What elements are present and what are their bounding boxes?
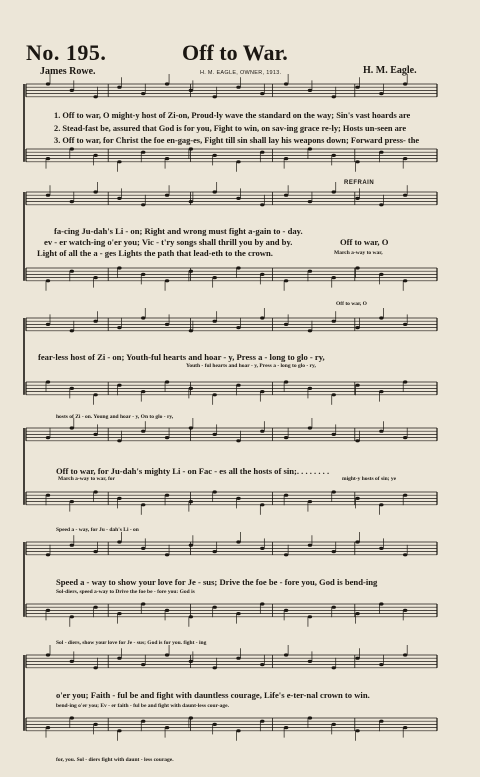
note-head <box>379 430 383 433</box>
note-head <box>236 540 240 543</box>
note-head <box>141 203 145 206</box>
note-head <box>70 426 74 429</box>
note-head <box>46 553 50 556</box>
note-head <box>212 276 216 279</box>
note-head <box>355 439 359 442</box>
note-head <box>284 82 288 85</box>
system5-echo-bass: Sol - diers, show your love for Je - sus; God is for you. fight - ing <box>56 640 207 646</box>
note-head <box>308 426 312 429</box>
note-head <box>165 157 169 160</box>
note-head <box>403 553 407 556</box>
note-head <box>93 606 97 609</box>
system4-lyric: Off to war, for Ju-dah's mighty Li - on Fac - es all the hosts of sin;. . . . . . . . <box>56 466 330 476</box>
system6-lyric: o'er you; Faith - ful be and fight with dauntless courage, Life's e-ter-nal crown to win. <box>56 690 370 700</box>
note-head <box>93 276 97 279</box>
note-head <box>332 393 336 396</box>
note-head <box>117 86 121 89</box>
note-head <box>141 390 145 393</box>
note-head <box>93 320 97 323</box>
note-head <box>403 82 407 85</box>
note-head <box>46 323 50 326</box>
note-head <box>236 160 240 163</box>
note-head <box>236 497 240 500</box>
note-head <box>355 729 359 732</box>
note-head <box>46 726 50 729</box>
note-head <box>70 200 74 203</box>
note-head <box>46 494 50 497</box>
note-head <box>332 95 336 98</box>
note-head <box>189 387 193 390</box>
note-head <box>284 436 288 439</box>
note-head <box>236 384 240 387</box>
note-head <box>141 547 145 550</box>
note-head <box>308 716 312 719</box>
note-head <box>165 323 169 326</box>
note-head <box>403 436 407 439</box>
note-head <box>332 490 336 493</box>
verse-3: 3. Off to war, for Christ the foe en-gag-es, Fight till sin shall lay his weapons down; Forward press- the <box>54 136 420 145</box>
system5-echo-top: Sol-diers, speed a-way to Drive the foe be - fore you: God is <box>56 589 195 595</box>
lyricist-credit: James Rowe. <box>40 66 96 77</box>
note-head <box>117 197 121 200</box>
note-head <box>403 194 407 197</box>
note-head <box>355 326 359 329</box>
note-head <box>141 503 145 506</box>
refrain-label: REFRAIN <box>344 180 375 186</box>
system3-echo-top: Youth - ful hearts and hoar - y, Press a - long to glo - ry, <box>186 363 316 369</box>
note-head <box>332 550 336 553</box>
note-head <box>308 500 312 503</box>
note-head <box>141 663 145 666</box>
note-head <box>308 200 312 203</box>
note-head <box>70 270 74 273</box>
note-head <box>117 326 121 329</box>
note-head <box>93 666 97 669</box>
note-head <box>332 723 336 726</box>
note-head <box>165 726 169 729</box>
note-head <box>332 320 336 323</box>
note-head <box>284 323 288 326</box>
note-head <box>355 540 359 543</box>
note-head <box>308 660 312 663</box>
note-head <box>212 550 216 553</box>
note-head <box>379 503 383 506</box>
note-head <box>260 203 264 206</box>
hymn-title: Off to War. <box>182 40 288 65</box>
note-head <box>308 544 312 547</box>
note-head <box>284 157 288 160</box>
note-head <box>355 86 359 89</box>
note-head <box>260 273 264 276</box>
note-head <box>93 723 97 726</box>
note-head <box>141 602 145 605</box>
note-head <box>165 279 169 282</box>
note-head <box>403 279 407 282</box>
note-head <box>332 154 336 157</box>
note-head <box>141 720 145 723</box>
note-head <box>379 547 383 550</box>
note-head <box>308 615 312 618</box>
note-head <box>117 160 121 163</box>
composer-credit: H. M. Eagle. <box>363 65 417 76</box>
note-head <box>93 154 97 157</box>
note-head <box>284 609 288 612</box>
note-head <box>355 612 359 615</box>
system3-lyric: fear-less host of Zi - on; Youth-ful hearts and hoar - y, Press a - long to glo - ry, <box>38 352 325 362</box>
note-head <box>93 95 97 98</box>
note-head <box>308 89 312 92</box>
note-head <box>355 657 359 660</box>
note-head <box>117 266 121 269</box>
note-head <box>46 653 50 656</box>
note-head <box>165 194 169 197</box>
note-head <box>165 380 169 383</box>
note-head <box>332 433 336 436</box>
note-head <box>93 433 97 436</box>
note-head <box>236 439 240 442</box>
note-head <box>236 326 240 329</box>
note-head <box>403 157 407 160</box>
note-head <box>189 89 193 92</box>
note-head <box>165 609 169 612</box>
note-head <box>260 92 264 95</box>
note-head <box>308 329 312 332</box>
note-head <box>236 197 240 200</box>
note-head <box>189 544 193 547</box>
note-head <box>117 657 121 660</box>
note-head <box>70 329 74 332</box>
note-head <box>189 500 193 503</box>
note-head <box>403 609 407 612</box>
note-head <box>260 430 264 433</box>
note-head <box>355 497 359 500</box>
note-head <box>117 384 121 387</box>
note-head <box>70 89 74 92</box>
note-head <box>284 380 288 383</box>
chorus-echo-top: March a-way to war, <box>334 250 383 256</box>
note-head <box>332 666 336 669</box>
hymn-number: No. 195. <box>26 40 107 65</box>
note-head <box>141 273 145 276</box>
system5-lyric: Speed a - way to show your love for Je - sus; Drive the foe be - fore you, God is bend-ing <box>56 577 378 587</box>
note-head <box>403 380 407 383</box>
note-head <box>260 316 264 319</box>
note-head <box>379 203 383 206</box>
note-head <box>70 615 74 618</box>
note-head <box>236 266 240 269</box>
note-head <box>141 151 145 154</box>
verse-2: 2. Stead-fast be, assured that God is for you, Fight to win, on sav-ing grace re-ly; Hosts un-seen are <box>54 124 407 133</box>
note-head <box>284 653 288 656</box>
note-head <box>212 190 216 193</box>
system4-echo-bass: Speed a - way, for Ju - dah's Li - on <box>56 527 139 533</box>
note-head <box>117 497 121 500</box>
note-head <box>46 82 50 85</box>
note-head <box>93 393 97 396</box>
note-head <box>70 387 74 390</box>
note-head <box>70 544 74 547</box>
note-head <box>189 426 193 429</box>
note-head <box>46 609 50 612</box>
note-head <box>332 190 336 193</box>
note-head <box>46 380 50 383</box>
note-head <box>260 390 264 393</box>
note-head <box>141 92 145 95</box>
note-head <box>70 660 74 663</box>
note-head <box>70 500 74 503</box>
note-head <box>284 553 288 556</box>
system4-echo-top-right: might-y hosts of sin; ye <box>342 476 397 482</box>
chorus-entry: Off to war, O <box>340 237 389 247</box>
system2-verse-1: fa-cing Ju-dah's Li - on; Right and wrong must fight a-gain to - day. <box>54 226 303 236</box>
note-head <box>332 276 336 279</box>
note-head <box>212 606 216 609</box>
system3-echo-bass: hosts of Zi - on. Young and hoar - y, On to glo - ry, <box>56 414 174 420</box>
note-head <box>236 729 240 732</box>
note-head <box>117 540 121 543</box>
note-head <box>379 663 383 666</box>
note-head <box>236 612 240 615</box>
note-head <box>308 147 312 150</box>
note-head <box>93 490 97 493</box>
note-head <box>189 660 193 663</box>
note-head <box>355 197 359 200</box>
note-head <box>212 393 216 396</box>
note-head <box>260 663 264 666</box>
note-head <box>236 657 240 660</box>
note-head <box>165 553 169 556</box>
note-head <box>212 666 216 669</box>
chorus-echo-bass: Off to war, O <box>336 301 367 307</box>
note-head <box>403 323 407 326</box>
note-head <box>141 316 145 319</box>
note-head <box>46 279 50 282</box>
note-head <box>236 86 240 89</box>
system6-echo-bass: for, you. Sol - diers fight with daunt - less courage. <box>56 757 174 763</box>
note-head <box>212 433 216 436</box>
note-head <box>117 729 121 732</box>
note-head <box>212 95 216 98</box>
note-head <box>379 390 383 393</box>
note-head <box>260 720 264 723</box>
note-head <box>189 200 193 203</box>
note-head <box>117 612 121 615</box>
verse-1: 1. Off to war, O might-y host of Zi-on, Proud-ly wave the standard on the way; Sin's vast hoards are <box>54 111 411 120</box>
note-head <box>189 716 193 719</box>
note-head <box>189 270 193 273</box>
note-head <box>70 147 74 150</box>
system4-echo-top-left: March a-way to war, for <box>58 476 115 482</box>
note-head <box>260 151 264 154</box>
note-head <box>379 151 383 154</box>
system2-verse-3: Light of all the a - ges Lights the path that lead-eth to the crown. <box>37 248 273 258</box>
note-head <box>212 723 216 726</box>
note-head <box>355 160 359 163</box>
note-head <box>403 494 407 497</box>
note-head <box>260 602 264 605</box>
copyright-notice: H. M. EAGLE, OWNER, 1913. <box>200 70 282 76</box>
note-head <box>212 490 216 493</box>
note-head <box>332 606 336 609</box>
note-head <box>355 266 359 269</box>
note-head <box>189 615 193 618</box>
note-head <box>70 716 74 719</box>
note-head <box>284 494 288 497</box>
note-head <box>46 194 50 197</box>
note-head <box>93 190 97 193</box>
note-head <box>165 436 169 439</box>
note-head <box>141 430 145 433</box>
note-head <box>308 270 312 273</box>
note-head <box>93 550 97 553</box>
system6-echo-top: bend-ing o'er you; Ev - er faith - ful be and fight with daunt-less cour-age. <box>56 703 230 709</box>
note-head <box>284 194 288 197</box>
note-head <box>46 436 50 439</box>
note-head <box>284 726 288 729</box>
note-head <box>379 92 383 95</box>
note-head <box>379 602 383 605</box>
note-head <box>165 82 169 85</box>
note-head <box>117 439 121 442</box>
note-head <box>189 147 193 150</box>
note-head <box>260 547 264 550</box>
note-head <box>165 653 169 656</box>
note-head <box>379 316 383 319</box>
note-head <box>403 726 407 729</box>
note-head <box>165 494 169 497</box>
note-head <box>308 387 312 390</box>
note-head <box>212 320 216 323</box>
note-head <box>212 154 216 157</box>
note-head <box>260 503 264 506</box>
note-head <box>284 279 288 282</box>
note-head <box>379 720 383 723</box>
note-head <box>189 329 193 332</box>
system2-verse-2: ev - er watch-ing o'er you; Vic - t'ry songs shall thrill you by and by. <box>44 237 293 247</box>
note-head <box>46 157 50 160</box>
note-head <box>355 384 359 387</box>
note-head <box>379 273 383 276</box>
note-head <box>403 653 407 656</box>
